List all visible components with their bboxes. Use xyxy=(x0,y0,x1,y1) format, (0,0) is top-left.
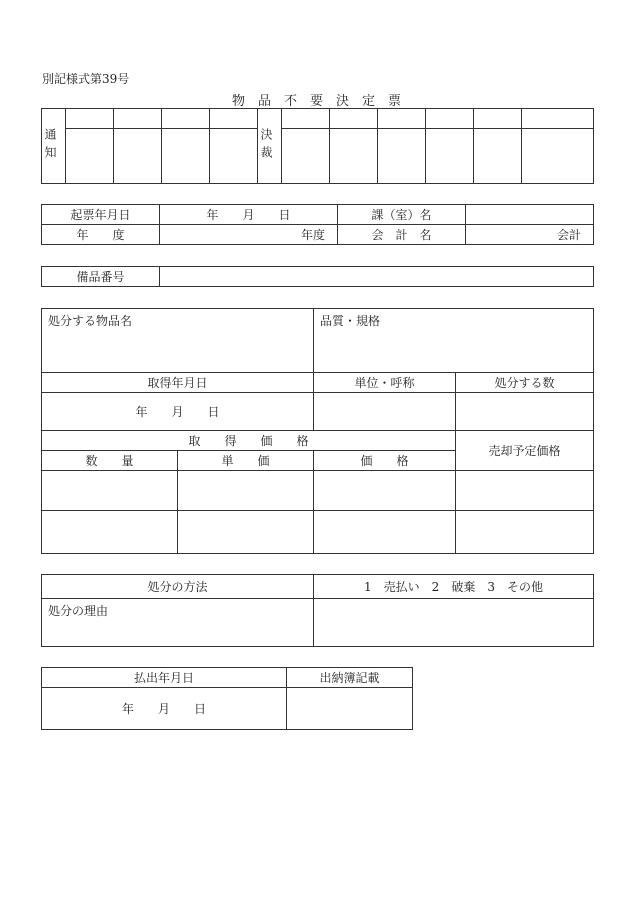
year-field[interactable]: 年度 xyxy=(160,225,338,245)
stamp-cell[interactable] xyxy=(66,109,114,129)
quantity-field[interactable] xyxy=(42,471,178,511)
unit-price-field[interactable] xyxy=(178,471,314,511)
section-field[interactable] xyxy=(466,205,594,225)
notice-label: 通知 xyxy=(42,109,66,184)
payout-date-label: 払出年月日 xyxy=(42,668,287,688)
stamp-cell[interactable] xyxy=(378,109,426,129)
price-label: 価 格 xyxy=(314,451,456,471)
form-id: 別記様式第39号 xyxy=(42,72,130,86)
unit-label: 単位・呼称 xyxy=(314,373,456,393)
draft-date-label: 起票年月日 xyxy=(42,205,160,225)
decision-label: 決裁 xyxy=(258,109,282,184)
unit-price-label: 単 価 xyxy=(178,451,314,471)
unit-field[interactable] xyxy=(314,393,456,431)
stamp-cell[interactable] xyxy=(522,109,594,129)
disposal-method-label: 処分の方法 xyxy=(42,575,314,599)
item-name-field[interactable] xyxy=(42,309,314,373)
dispose-count-field[interactable] xyxy=(456,393,594,431)
equipment-no-label: 備品番号 xyxy=(42,267,160,287)
dispose-count-label: 処分する数 xyxy=(456,373,594,393)
planned-sale-field[interactable] xyxy=(456,471,594,511)
header-table xyxy=(41,204,594,245)
section-label: 課（室）名 xyxy=(338,205,466,225)
acq-price-label: 取 得 価 格 xyxy=(42,431,456,451)
disposal-reason-label: 処分の理由 xyxy=(48,604,109,618)
stamp-cell[interactable] xyxy=(330,129,378,184)
year-label: 年 度 xyxy=(42,225,160,245)
planned-sale-label: 売却予定価格 xyxy=(456,431,594,471)
stamp-cell[interactable] xyxy=(114,109,162,129)
acquired-date-label: 取得年月日 xyxy=(42,373,314,393)
approval-grid xyxy=(41,108,594,184)
item-name-label: 処分する物品名 xyxy=(48,314,133,328)
stamp-cell[interactable] xyxy=(162,109,210,129)
stamp-cell[interactable] xyxy=(210,129,258,184)
stamp-cell[interactable] xyxy=(474,129,522,184)
disposal-method-options[interactable]: 1 売払い 2 破棄 3 その他 xyxy=(314,575,594,599)
stamp-cell[interactable] xyxy=(66,129,114,184)
stamp-cell[interactable] xyxy=(282,129,330,184)
disposal-reason-field[interactable] xyxy=(42,599,314,647)
stamp-cell[interactable] xyxy=(282,109,330,129)
stamp-cell[interactable] xyxy=(162,129,210,184)
price-field[interactable] xyxy=(314,471,456,511)
draft-date-field[interactable]: 年 月 日 xyxy=(160,205,338,225)
price-field[interactable] xyxy=(314,511,456,554)
account-label: 会 計 名 xyxy=(338,225,466,245)
payout-table xyxy=(41,667,413,730)
equipment-no-field[interactable] xyxy=(160,267,594,287)
disposal-table xyxy=(41,574,594,647)
quality-label: 品質・規格 xyxy=(320,314,381,328)
stamp-cell[interactable] xyxy=(522,129,594,184)
account-field[interactable]: 会計 xyxy=(466,225,594,245)
page-title: 物品不要決定票 xyxy=(232,94,415,109)
quantity-label: 数 量 xyxy=(42,451,178,471)
stamp-cell[interactable] xyxy=(474,109,522,129)
ledger-field[interactable] xyxy=(287,688,413,730)
stamp-cell[interactable] xyxy=(114,129,162,184)
item-table xyxy=(41,308,594,554)
stamp-cell[interactable] xyxy=(426,129,474,184)
stamp-cell[interactable] xyxy=(330,109,378,129)
unit-price-field[interactable] xyxy=(178,511,314,554)
ledger-label: 出納簿記載 xyxy=(287,668,413,688)
planned-sale-field[interactable] xyxy=(456,511,594,554)
payout-date-field[interactable]: 年 月 日 xyxy=(42,688,287,730)
stamp-cell[interactable] xyxy=(378,129,426,184)
quantity-field[interactable] xyxy=(42,511,178,554)
equipment-no-table xyxy=(41,266,594,287)
stamp-cell[interactable] xyxy=(210,109,258,129)
disposal-reason-extra[interactable] xyxy=(314,599,594,647)
quality-field[interactable] xyxy=(314,309,594,373)
acquired-date-field[interactable]: 年 月 日 xyxy=(42,393,314,431)
stamp-cell[interactable] xyxy=(426,109,474,129)
